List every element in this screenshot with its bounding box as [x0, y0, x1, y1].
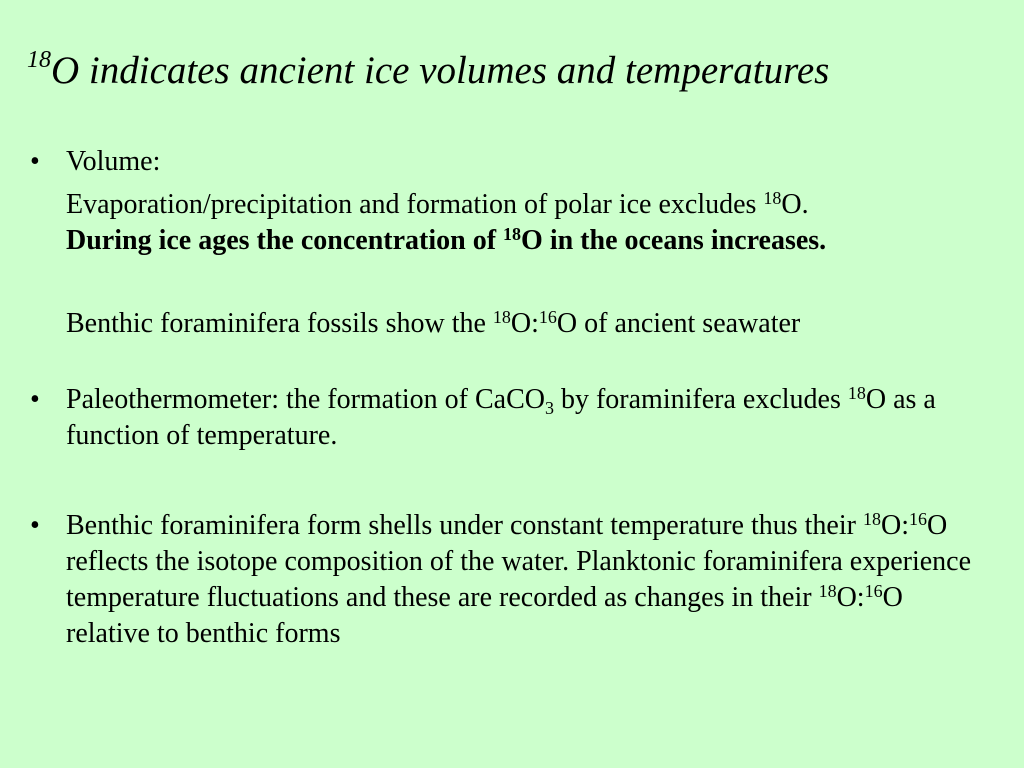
volume-benthic-line: [66, 306, 1006, 342]
benthic-sup4: 16: [864, 580, 883, 601]
volume-line1-text: Evaporation/precipitation and formation of polar ice excludes: [66, 189, 764, 220]
bullet-volume: •: [30, 146, 40, 177]
benthic-paragraph: [66, 508, 986, 652]
title-superscript: 18: [27, 47, 51, 73]
benthic-end: O relative to benthic forms: [66, 582, 903, 649]
benthic-mid2: O reflects the isotope composition of the water. Planktonic foraminifera experience temperature fluctuations and these are recorded as changes in their: [66, 510, 972, 613]
volume-line3-sup2: 16: [538, 306, 557, 327]
paleo-text: Paleothermometer: the formation of CaCO: [66, 384, 545, 415]
volume-bold-text: During ice ages the concentration of: [66, 225, 504, 256]
paleo-sup: 18: [847, 382, 866, 403]
benthic-text: Benthic foraminifera form shells under constant temperature thus their: [66, 510, 863, 541]
paleo-mid: by foraminifera excludes: [553, 384, 848, 415]
volume-bold-statement: [66, 225, 826, 256]
volume-line1-end: O.: [781, 189, 809, 220]
volume-bold-end: O in the oceans increases.: [521, 225, 827, 256]
paleo-paragraph: [66, 382, 936, 454]
bullet-benthic: •: [30, 510, 40, 541]
volume-line3-sup1: 18: [492, 306, 511, 327]
bullet-paleo: •: [30, 384, 40, 415]
volume-line3-text: Benthic foraminifera fossils show the: [66, 308, 493, 339]
volume-label: [66, 144, 1006, 180]
volume-line1-sup: 18: [763, 187, 782, 208]
paleo-end: O as a function of temperature.: [66, 384, 936, 451]
volume-line3-end: O of ancient seawater: [556, 308, 801, 339]
title-text: O indicates ancient ice volumes and temperatures: [51, 49, 830, 92]
benthic-sup3: 18: [818, 580, 837, 601]
paleo-sub: 3: [544, 397, 554, 418]
volume-paragraph: [66, 187, 1006, 259]
benthic-mid1: O:: [880, 510, 909, 541]
benthic-sup1: 18: [862, 508, 881, 529]
volume-label-text: Volume:: [66, 146, 161, 177]
slide-title: [27, 48, 829, 94]
benthic-sup2: 16: [908, 508, 927, 529]
benthic-mid3: O:: [836, 582, 865, 613]
volume-bold-sup: 18: [503, 223, 522, 244]
volume-line3-mid: O:: [510, 308, 539, 339]
